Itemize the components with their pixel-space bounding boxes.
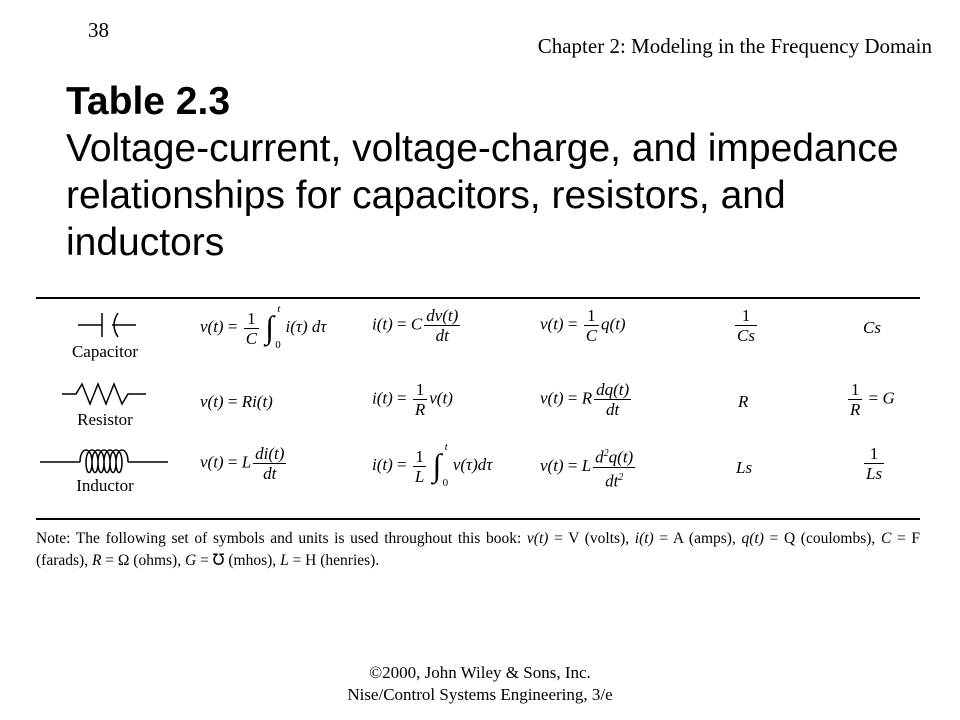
table-number: Table 2.3 <box>66 80 231 123</box>
inductor-label: Inductor <box>76 476 134 495</box>
note-i-symbol: i(t) <box>634 530 654 547</box>
inductor-impedance: Ls <box>736 458 753 477</box>
inductor-icon <box>36 442 176 476</box>
note-r-symbol: R <box>91 552 102 569</box>
resistor-impedance: R <box>738 392 749 411</box>
note-q-unit: = Q (coulombs), <box>763 530 881 547</box>
inductor-admittance: $\frac{1}{Ls}$ <box>866 444 883 483</box>
page-number: 38 <box>88 18 109 42</box>
table-caption: Voltage-current, voltage-charge, and impedance relationships for capacitors, resistors, and inductors <box>66 127 899 264</box>
capacitor-voltage-current: v(t) = $\frac{1}{C}$ ∫ t 0 i(τ) dτ <box>200 303 327 351</box>
note-l-unit: = H (henries). <box>288 552 380 569</box>
resistor-voltage-current: v(t) = Ri(t) <box>200 392 273 411</box>
resistor-icon <box>58 378 154 408</box>
resistor-admittance: $\frac{1}{R}$ = G <box>850 380 895 419</box>
note-c-symbol: C <box>880 530 892 547</box>
note-c-unit: = F (farads), <box>36 530 920 569</box>
capacitor-icon <box>60 310 150 340</box>
capacitor-label: Capacitor <box>71 342 139 361</box>
note-text: Note: The following set of symbols and units is used throughout this book: <box>36 530 527 547</box>
inductor-voltage-charge: v(t) = L $\frac{d^2q(t)}{dt^2}$ <box>540 444 637 490</box>
resistor-voltage-charge: v(t) = R $\frac{dq(t)}{dt}$ <box>540 380 630 419</box>
resistor-label: Resistor <box>77 410 133 429</box>
note-g-unit: = ℧ (mhos), <box>196 552 281 569</box>
note-v-unit: = V (volts), <box>548 530 635 547</box>
inductor-current-voltage: i(t) = $\frac{1}{L}$ ∫ t 0 v(τ)dτ <box>372 441 493 489</box>
chapter-title: Chapter 2: Modeling in the Frequency Domain <box>537 34 932 58</box>
capacitor-admittance: Cs <box>863 318 881 337</box>
capacitor-current-voltage: i(t) = C $\frac{dv(t)}{dt}$ <box>372 306 459 345</box>
note-l-symbol: L <box>280 552 289 569</box>
capacitor-impedance: $\frac{1}{Cs}$ <box>737 306 755 345</box>
footer <box>0 662 960 706</box>
resistor-current-voltage: i(t) = $\frac{1}{R}$ v(t) <box>372 380 453 419</box>
copyright-text: ©2000, John Wiley & Sons, Inc. <box>369 663 591 682</box>
book-title: Nise/Control Systems Engineering, 3/e <box>347 685 613 704</box>
capacitor-voltage-charge: v(t) = $\frac{1}{C}$ q(t) <box>540 306 626 345</box>
note-q-symbol: q(t) <box>741 530 764 547</box>
note-g-symbol: G <box>184 552 197 569</box>
note-i-unit: = A (amps), <box>653 530 742 547</box>
note-v-symbol: v(t) <box>526 530 549 547</box>
note-r-unit: = Ω (ohms), <box>101 552 185 569</box>
units-note <box>36 528 920 572</box>
table-title <box>66 78 926 266</box>
table-bottom-rule <box>36 518 920 520</box>
inductor-voltage-current: v(t) = L $\frac{di(t)}{dt}$ <box>200 444 285 483</box>
table-top-rule <box>36 297 920 299</box>
